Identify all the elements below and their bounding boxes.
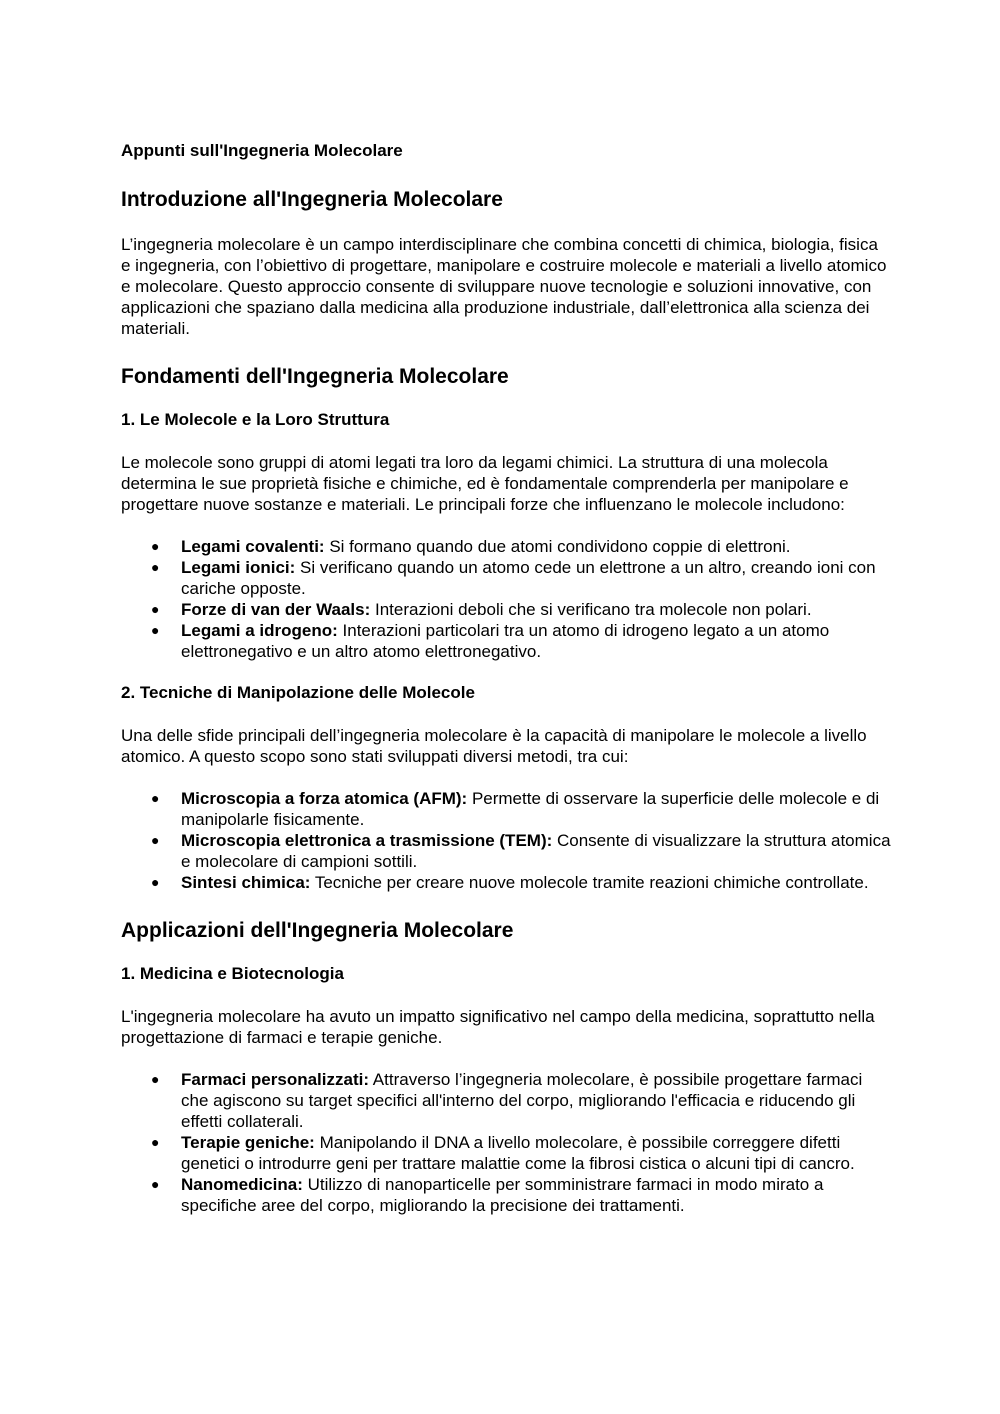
intro-heading: Introduzione all'Ingegneria Molecolare bbox=[121, 188, 503, 211]
list-item-term: Sintesi chimica: bbox=[181, 873, 311, 892]
list-item bbox=[121, 872, 891, 893]
intro-paragraph: L’ingegneria molecolare è un campo interdisciplinare che combina concetti di chimica, biologia, fisica e ingegneria, con l’obiettivo di progettare, manipolare e costruire molecole e materiali a livello atomico e molecolare. Questo approccio consente di sviluppare nuove tecnologie e soluzioni innovative, con applicazioni che spaziano dalla medicina alla produzione industriale, dall’elettronica alla scienza dei materiali. bbox=[121, 235, 887, 338]
list-item bbox=[121, 1174, 891, 1216]
bullet-icon: ● bbox=[151, 622, 160, 638]
fondamenti-sub2-list bbox=[121, 788, 891, 893]
fondamenti-sub1-heading: 1. Le Molecole e la Loro Struttura bbox=[121, 410, 390, 429]
list-item-term: Farmaci personalizzati: bbox=[181, 1070, 370, 1089]
bullet-icon: ● bbox=[151, 1134, 160, 1150]
applicazioni-heading: Applicazioni dell'Ingegneria Molecolare bbox=[121, 919, 514, 942]
fondamenti-sub2-heading: 2. Tecniche di Manipolazione delle Molecole bbox=[121, 683, 475, 702]
list-item bbox=[121, 536, 891, 557]
list-item-text: Manipolando il DNA a livello molecolare, è possibile correggere difetti genetici o introdurre geni per trattare malattie come la fibrosi cistica o alcuni tipi di cancro. bbox=[181, 1133, 855, 1173]
list-item-term: Forze di van der Waals: bbox=[181, 600, 371, 619]
list-item-text: Permette di osservare la superficie delle molecole e di manipolarle fisicamente. bbox=[181, 789, 880, 829]
list-item bbox=[121, 620, 891, 662]
applicazioni-sub1-list bbox=[121, 1069, 891, 1216]
list-item-text: Utilizzo di nanoparticelle per somministrare farmaci in modo mirato a specifiche aree del corpo, migliorando la precisione dei trattamenti. bbox=[181, 1175, 824, 1215]
fondamenti-sub2-paragraph: Una delle sfide principali dell’ingegneria molecolare è la capacità di manipolare le molecole a livello atomico. A questo scopo sono stati sviluppati diversi metodi, tra cui: bbox=[121, 726, 867, 766]
list-item-term: Terapie geniche: bbox=[181, 1133, 315, 1152]
document-page bbox=[121, 140, 891, 1216]
list-item-term: Legami a idrogeno: bbox=[181, 621, 338, 640]
list-item bbox=[121, 1069, 891, 1132]
bullet-icon: ● bbox=[151, 790, 160, 806]
bullet-icon: ● bbox=[151, 601, 160, 617]
bullet-icon: ● bbox=[151, 538, 160, 554]
list-item bbox=[121, 557, 891, 599]
fondamenti-heading: Fondamenti dell'Ingegneria Molecolare bbox=[121, 365, 509, 388]
bullet-icon: ● bbox=[151, 1071, 160, 1087]
list-item-term: Nanomedicina: bbox=[181, 1175, 303, 1194]
fondamenti-sub1-list bbox=[121, 536, 891, 662]
list-item-text: Consente di visualizzare la struttura atomica e molecolare di campioni sottili. bbox=[181, 831, 891, 871]
bullet-icon: ● bbox=[151, 559, 160, 575]
bullet-icon: ● bbox=[151, 874, 160, 890]
list-item-text: Tecniche per creare nuove molecole tramite reazioni chimiche controllate. bbox=[310, 873, 869, 892]
list-item bbox=[121, 1132, 891, 1174]
list-item-term: Microscopia elettronica a trasmissione (TEM): bbox=[181, 831, 553, 850]
applicazioni-sub1-heading: 1. Medicina e Biotecnologia bbox=[121, 964, 344, 983]
list-item-text: Interazioni particolari tra un atomo di idrogeno legato a un atomo elettronegativo e un altro atomo elettronegativo. bbox=[181, 621, 830, 661]
list-item bbox=[121, 830, 891, 872]
list-item-text: Interazioni deboli che si verificano tra molecole non polari. bbox=[370, 600, 812, 619]
list-item-term: Legami ionici: bbox=[181, 558, 296, 577]
document-label: Appunti sull'Ingegneria Molecolare bbox=[121, 141, 403, 160]
bullet-icon: ● bbox=[151, 832, 160, 848]
list-item-text: Si formano quando due atomi condividono coppie di elettroni. bbox=[324, 537, 791, 556]
bullet-icon: ● bbox=[151, 1176, 160, 1192]
applicazioni-sub1-paragraph: L'ingegneria molecolare ha avuto un impatto significativo nel campo della medicina, soprattutto nella progettazione di farmaci e terapie geniche. bbox=[121, 1007, 875, 1047]
list-item-term: Legami covalenti: bbox=[181, 537, 325, 556]
list-item-text: Si verificano quando un atomo cede un elettrone a un altro, creando ioni con cariche opposte. bbox=[181, 558, 876, 598]
list-item-term: Microscopia a forza atomica (AFM): bbox=[181, 789, 468, 808]
list-item-text: Attraverso l’ingegneria molecolare, è possibile progettare farmaci che agiscono su target specifici all'interno del corpo, migliorando l'efficacia e riducendo gli effetti collaterali. bbox=[181, 1070, 863, 1131]
fondamenti-sub1-paragraph: Le molecole sono gruppi di atomi legati tra loro da legami chimici. La struttura di una molecola determina le sue proprietà fisiche e chimiche, ed è fondamentale comprenderla per manipolare e progettare nuove sostanze e materiali. Le principali forze che influenzano le molecole includono: bbox=[121, 453, 849, 514]
list-item bbox=[121, 599, 891, 620]
list-item bbox=[121, 788, 891, 830]
